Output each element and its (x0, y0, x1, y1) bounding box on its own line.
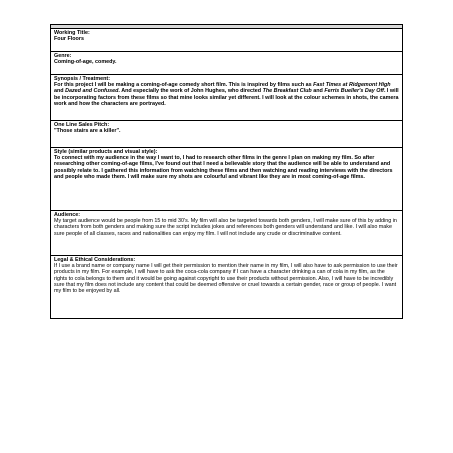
style-label: Style (similar products and visual style): (54, 149, 158, 155)
legal-label: Legal & Ethical Considerations: (54, 257, 136, 263)
synopsis-text-1: For this project I will be making a coming-of-age comedy short film. This is inspired by films such as (54, 82, 314, 89)
audience-label: Audience: (54, 212, 81, 218)
working-title-value: Four Floors (54, 36, 84, 43)
audience-cell (51, 211, 403, 256)
legal-cell (51, 256, 403, 319)
genre-value: Coming-of-age, comedy. (54, 59, 117, 66)
working-title-label: Working Title: (54, 30, 90, 36)
genre-label: Genre: (54, 53, 72, 59)
legal-value: If I use a brand name or company name I will get their permission to mention their name in my film, I will also have to ask permission to use their products in my film. For example, I will have to ask the coca-cola company if I can have a character drinking a can of cola in my film, as the rights to cola belongs to them and it would be going against copyright to use their products without permission. Also, I will have to be incredibly sure that my film does not include any content that could be deemed offensive or cruel towards a certain gender, race or group of people. I want my film to be enjoyed by all. (54, 263, 398, 295)
synopsis-film-3: The Breakfast Club (262, 88, 312, 95)
synopsis-and-1: and (54, 88, 66, 95)
audience-value: My target audience would be people from 15 to mid 30's. My film will also be targeted towards both genders, I will make sure of this by adding in characters from both genders and making sure the script includes jokes and references both genders will understand and like. I will also make sure people of all classes, races and nationalities can enjoy my film. I will not include any crude or discriminative content. (54, 218, 397, 237)
synopsis-film-4: Ferris Bueller's Day Off (324, 88, 384, 95)
synopsis-cell (51, 75, 403, 121)
synopsis-and-2: and (311, 88, 325, 95)
sales-pitch-cell (51, 121, 403, 148)
synopsis-film-1: Fast Times at Ridgemont High (313, 82, 391, 89)
synopsis-label: Synopsis / Treatment: (54, 76, 111, 82)
sales-pitch-label: One Line Sales Pitch: (54, 122, 110, 128)
film-proposal-form (50, 24, 403, 319)
synopsis-text-2: . And especially the work of John Hughes, who directed (118, 88, 263, 95)
style-value: To connect with my audience in the way I want to, I had to research other films in the genre I plan on making my film. So after researching other coming-of-age films, I've found out that I need a believable story that the audience will be able to understand and possibly relate to. I gathered this information from watching these films and then watching and reading interviews with the directors and people who made them. I will make sure my shots are colourful and vibrant like they are in most coming-of-age films. (54, 155, 393, 180)
synopsis-text-3: . I will be incorporating factors from these films so that mine looks similar yet different. I will look at the colour schemes in shots, the camera work and how the characters are portrayed. (54, 88, 399, 107)
sales-pitch-value: "Those stairs are a killer". (54, 128, 121, 135)
style-cell (51, 148, 403, 211)
synopsis-value (54, 82, 399, 107)
working-title-cell (51, 29, 403, 52)
synopsis-film-2: Dazed and Confused (65, 88, 119, 95)
genre-cell (51, 52, 403, 75)
